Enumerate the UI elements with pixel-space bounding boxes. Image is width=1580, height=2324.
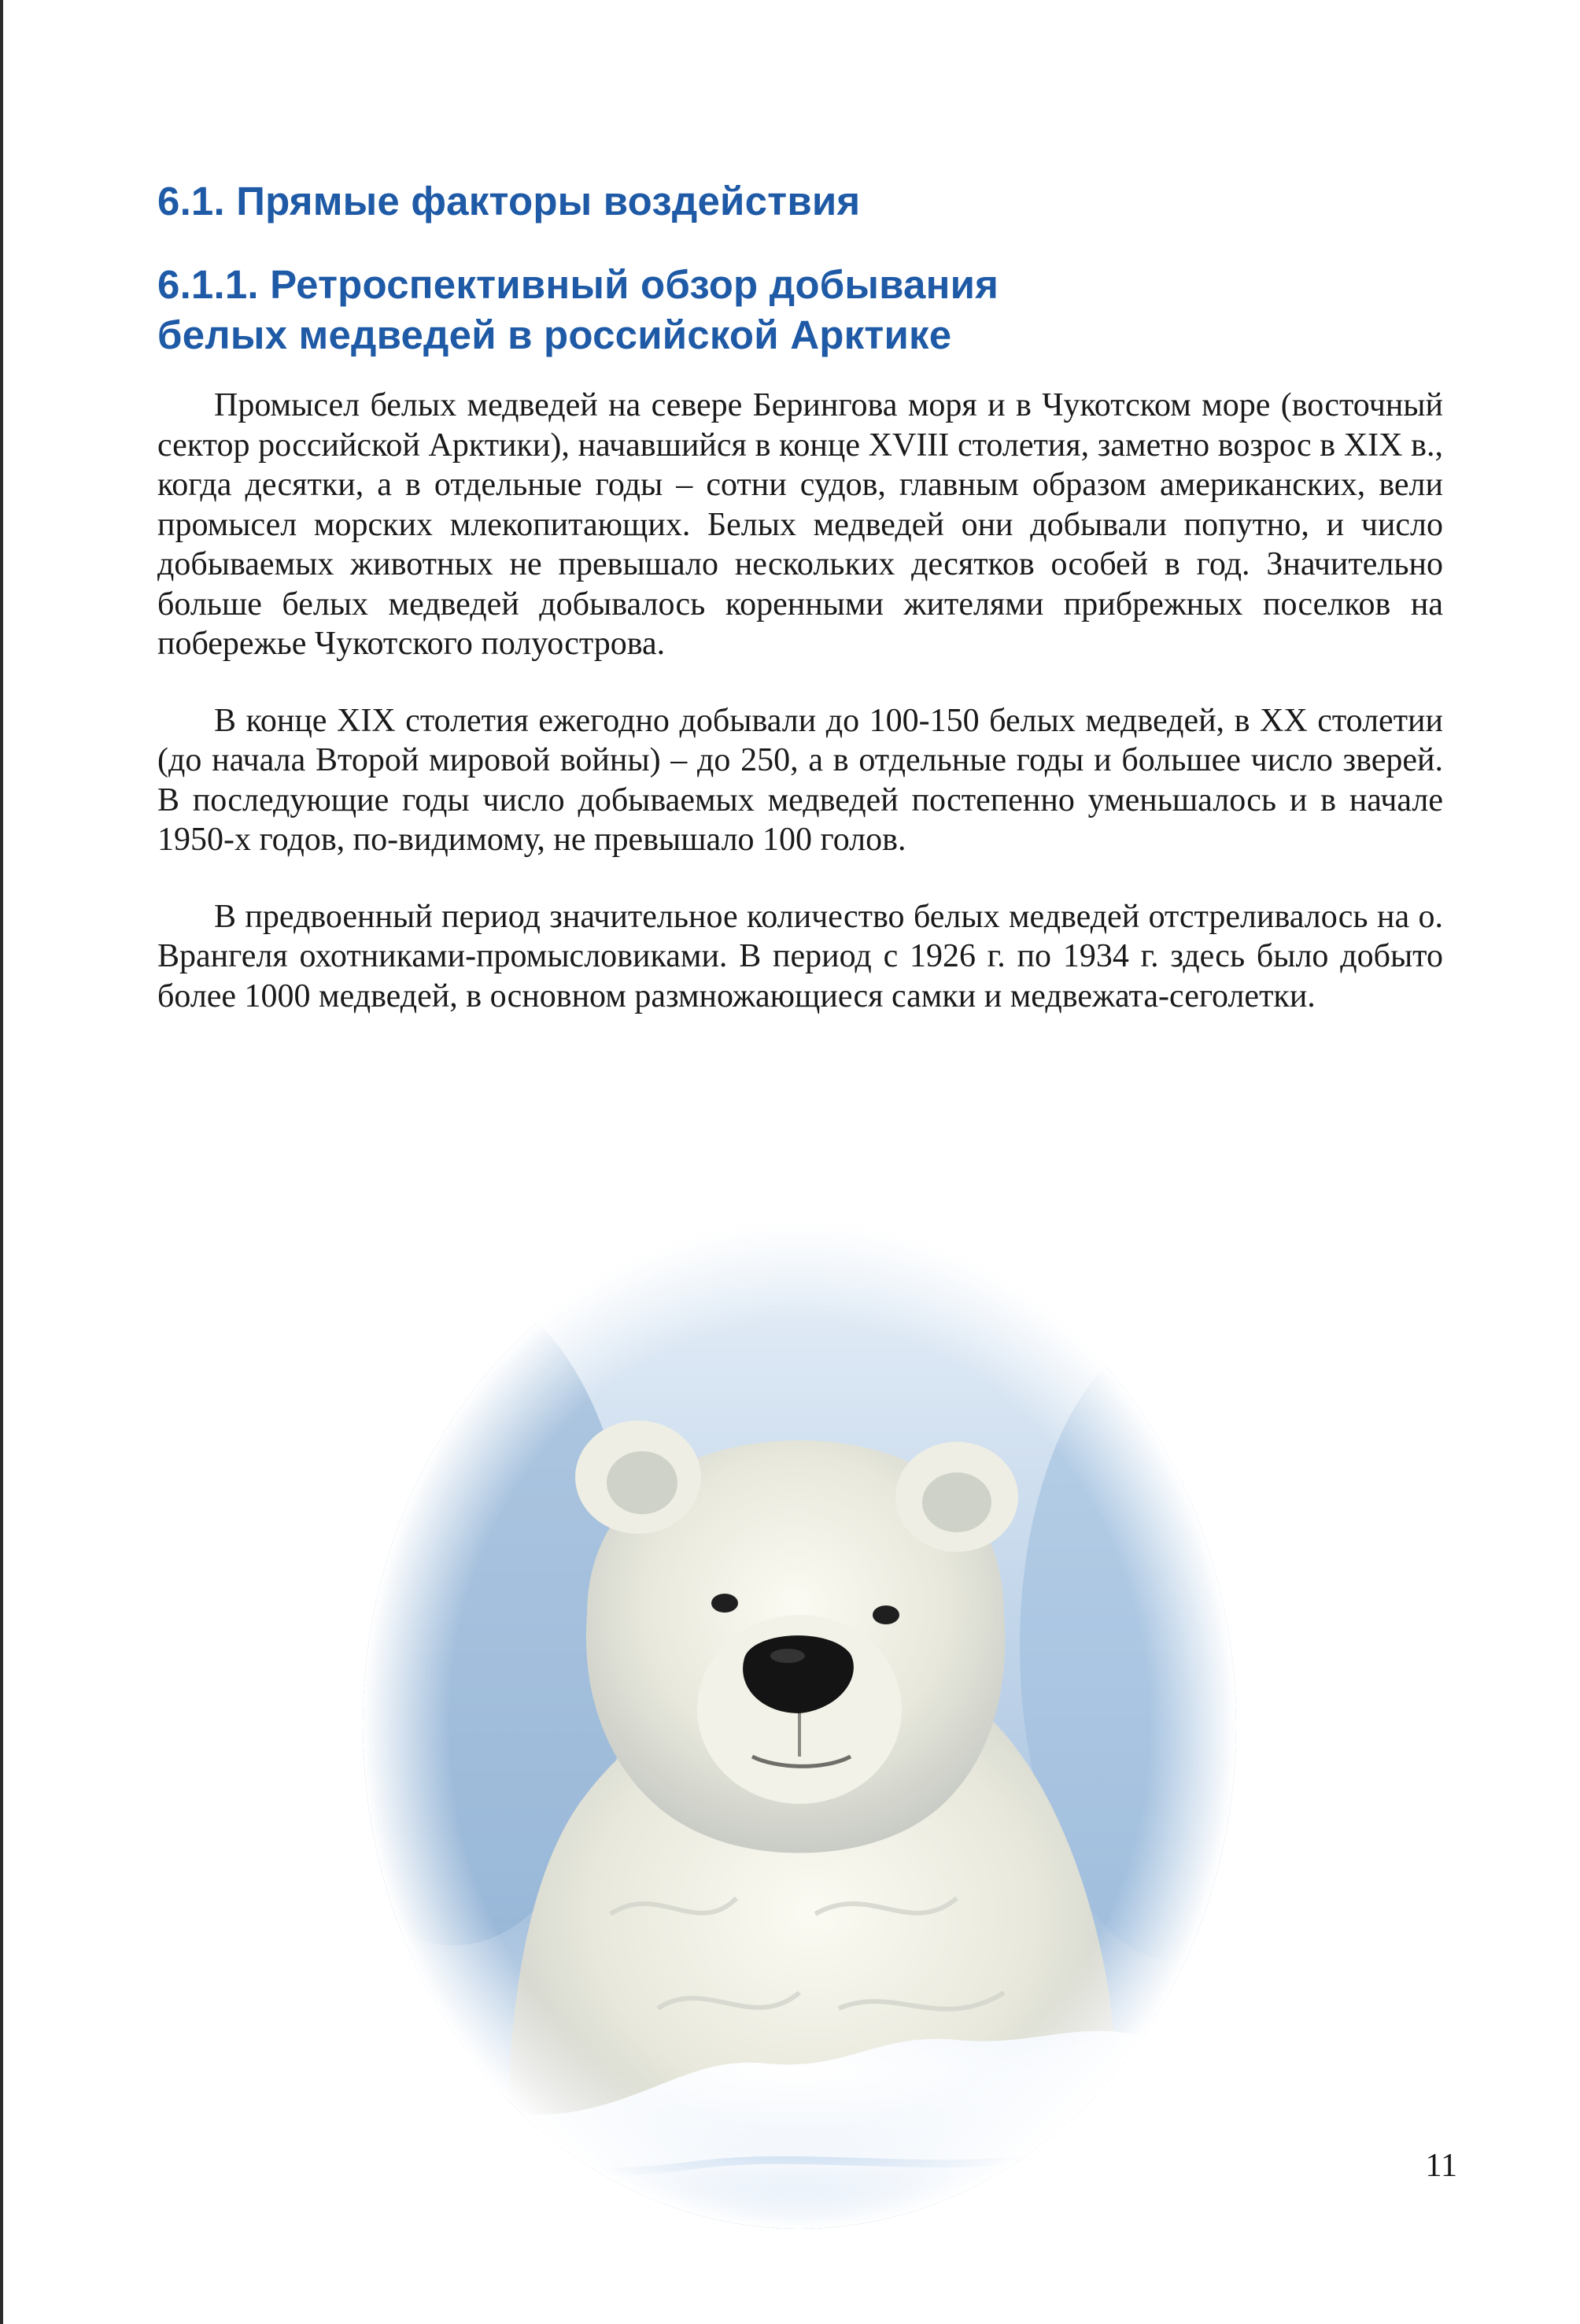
subsection-heading-line-2: белых медведей в российской Арктике [157, 312, 952, 357]
paragraph-2: В конце XIX столетия ежегодно добывали до 100-150 белых медведей, в XX столетии (до начала Второй мировой войны) – до 250, а в отдельные годы и большее число зверей. В последующие годы число добываемых медведей постепенно уменьшалось и в начале 1950-х годов, по-видимому, не превышало 100 голов. [157, 702, 1443, 858]
subsection-heading [157, 260, 999, 360]
page-number: 11 [1425, 2148, 1457, 2184]
page-edge-rule [0, 0, 3, 2324]
paragraph-1: Промысел белых медведей на севере Берингова моря и в Чукотском море (восточный сектор российской Арктики), начавшийся в конце XVIII столетия, заметно возрос в XIX в., когда десятки, а в отдельные годы – сотни судов, главным образом американских, вели промысел морских млекопитающих. Белых медведей они добывали попутно, и число добываемых животных не превышало нескольких десятков особей в год. Значительно больше белых медведей добывалось коренными жителями прибрежных поселков на побережье Чукотского полуострова. [157, 387, 1443, 662]
subsection-heading-line-1: 6.1.1. Ретроспективный обзор добывания [157, 262, 999, 307]
polar-bear-photo [327, 1206, 1272, 2229]
section-heading: 6.1. Прямые факторы воздействия [157, 179, 861, 224]
paragraph-3: В предвоенный период значительное количество белых медведей отстреливалось на о. Врангеля охотниками-промысловиками. В период с 1926 г. по 1934 г. здесь было добыто более 1000 медведей, в основном размножающиеся самки и медвежата-сеголетки. [157, 898, 1443, 1014]
body-text [157, 386, 1443, 1053]
